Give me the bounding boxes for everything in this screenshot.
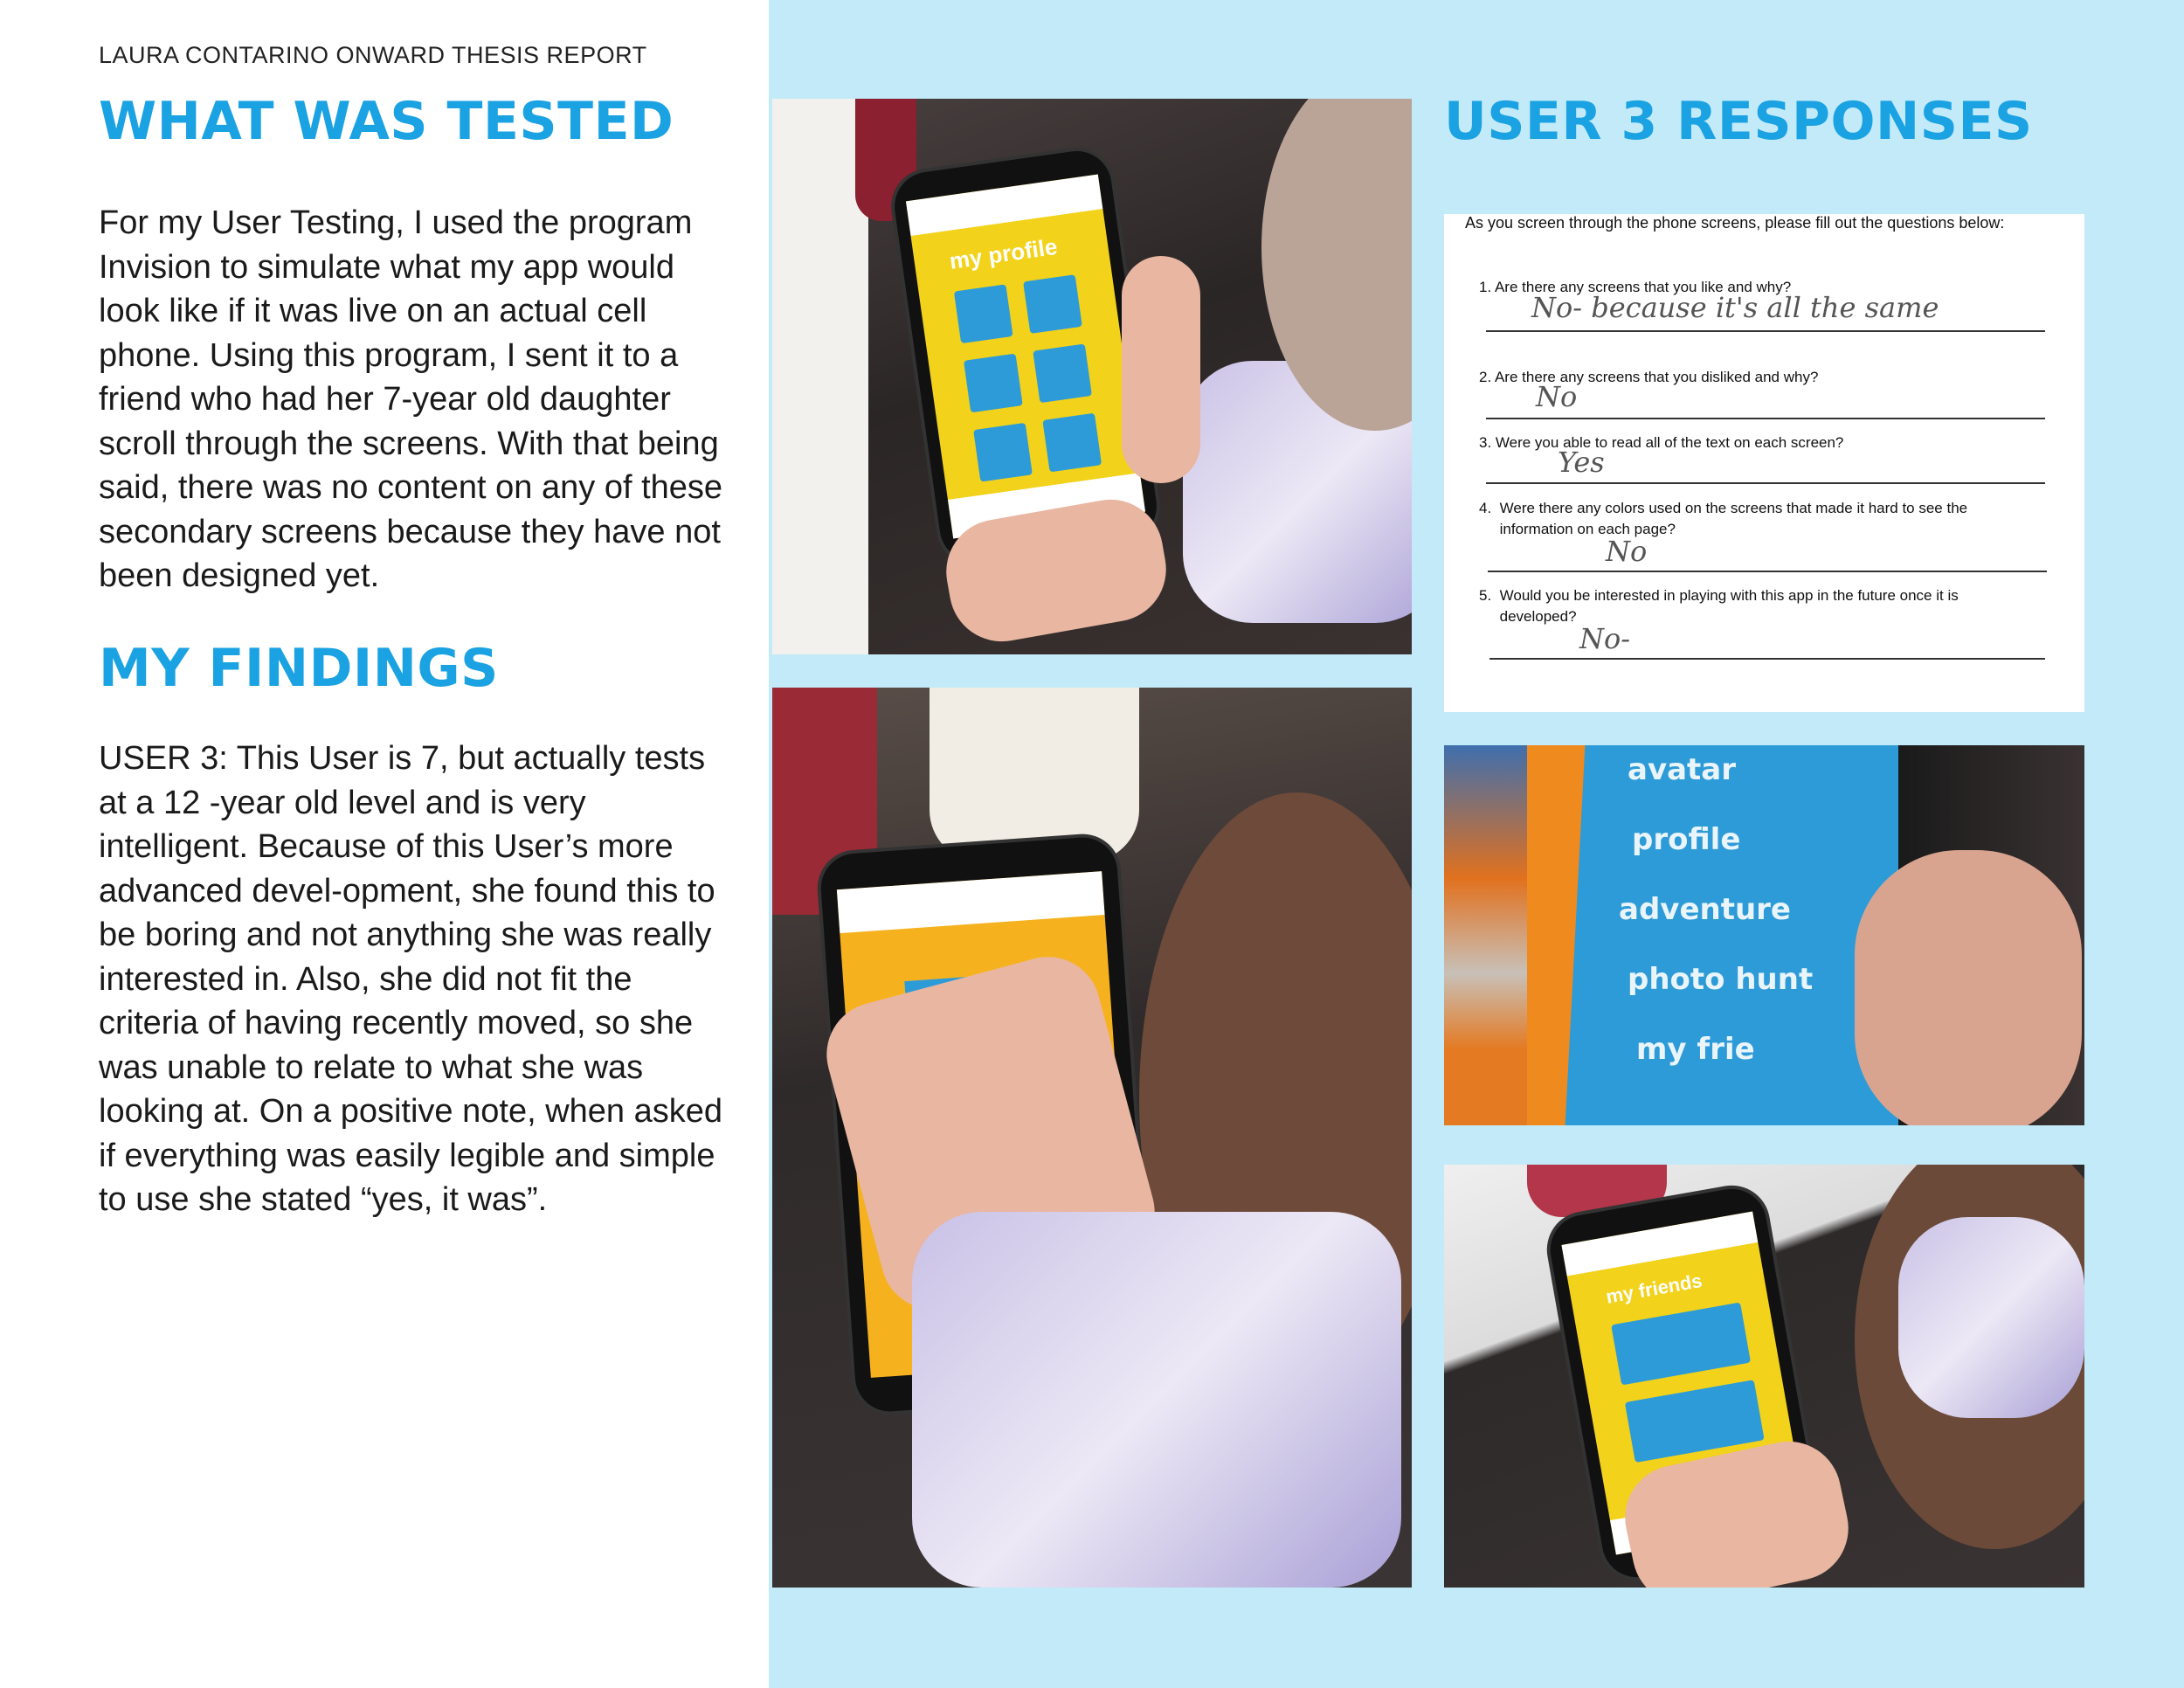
menu-item-photo-hunt: photo hunt: [1593, 962, 1933, 1014]
answer-5: No-: [1579, 622, 1631, 655]
hand: [1122, 256, 1200, 483]
answer-2: No: [1536, 380, 1578, 413]
form-intro: As you screen through the phone screens, please fill out the questions below:: [1465, 214, 2005, 232]
question-5: 5. Would you be interested in playing with this app in the future once it is developed?: [1479, 587, 1959, 625]
tile: [1611, 1302, 1751, 1385]
my-findings-body: USER 3: This User is 7, but actually tests at a 12 -year old level and is very intelligent. Because of this User’s more advanced devel-opment, she found this to be boring and not anything she was really interested in. Also, she did not fit the criteria of having recently moved, so she was unable to relate to what she was looking at. On a positive note, when asked if everything was easily legible and simple to use she stated “yes, it was”.: [99, 740, 723, 1218]
report-header: LAURA CONTARINO ONWARD THESIS REPORT: [99, 42, 647, 68]
profile-screen-title: my profile: [947, 232, 1060, 274]
question-3: 3. Were you able to read all of the text on each screen?: [1479, 434, 1844, 451]
answer-line: [1488, 571, 2047, 572]
menu-item-my-friends: my frie: [1601, 1032, 1942, 1084]
tile: [1042, 413, 1102, 473]
what-was-tested-heading: WHAT WAS TESTED: [99, 91, 674, 152]
browser-bar: [906, 174, 1102, 236]
menu-item-avatar: avatar: [1593, 752, 1933, 805]
answer-line: [1486, 330, 2045, 332]
user-3-responses-heading: USER 3 RESPONSES: [1444, 91, 2033, 152]
question-2: 2. Are there any screens that you disliked and why?: [1479, 369, 1819, 385]
what-was-tested-body: For my User Testing, I used the program Invision to simulate what my app would look like if it was live on an actual cell phone. Using this program, I sent it to a friend who had her 7-year old daughter scroll through the screens. With that being said, there was no content on any of these secondary screens because they have not been designed yet.: [99, 204, 723, 594]
answer-1: No- because it's all the same: [1531, 291, 1939, 324]
answer-3: Yes: [1558, 446, 1605, 479]
questionnaire: [1444, 214, 2084, 712]
tile: [973, 423, 1033, 482]
tile: [1033, 343, 1092, 403]
friends-screen-title: my friends: [1604, 1269, 1704, 1308]
sleeve: [1898, 1217, 2084, 1418]
question-4: 4. Were there any colors used on the screens that made it hard to see the information on each page?: [1479, 500, 1968, 537]
menu-item-profile: profile: [1597, 822, 1938, 875]
sleeve: [912, 1212, 1401, 1588]
photo-touching-screen: [772, 688, 1412, 1588]
answer-line: [1489, 658, 2045, 660]
tile: [954, 284, 1013, 343]
answer-line: [1486, 482, 2045, 484]
my-findings-heading: MY FINDINGS: [99, 638, 499, 699]
answer-4: No: [1606, 535, 1648, 568]
question-1: 1. Are there any screens that you like and why?: [1479, 279, 1792, 295]
mug: [930, 688, 1139, 862]
profile-screen: [906, 174, 1145, 538]
answer-line: [1486, 418, 2045, 419]
tile: [964, 354, 1023, 413]
browser-bar: [837, 871, 1105, 933]
photo-app-menu: [1444, 745, 2084, 1125]
menu-item-adventure: adventure: [1584, 892, 1925, 944]
photo-friends-screen: [1444, 1165, 2084, 1588]
tile: [1023, 274, 1082, 334]
paper-sheet: [772, 99, 868, 654]
browser-bar: [1561, 1211, 1758, 1276]
photo-profile-screen: [772, 99, 1412, 654]
left-panel: [0, 0, 769, 1688]
hand: [1855, 850, 2082, 1125]
